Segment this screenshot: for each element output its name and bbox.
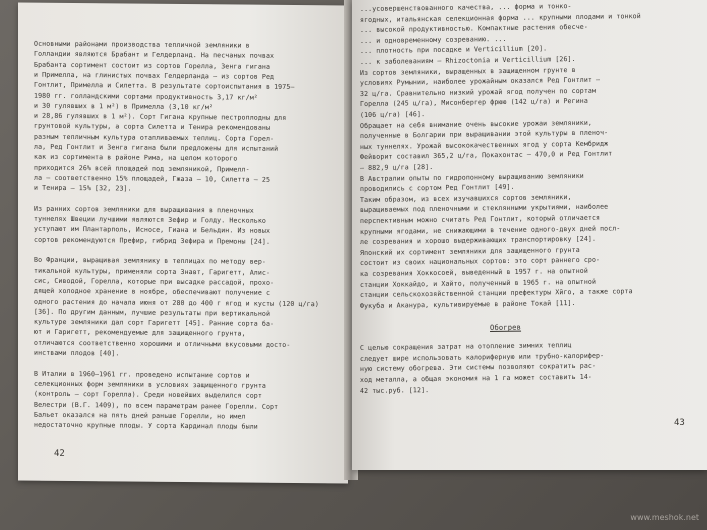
right-page-text-line: ных туннелях. Урожай высококачественных ягод у сорта Кембридж xyxy=(359,139,609,151)
left-page-text-line: 1980 гг. голландскими сортами продуктивность 3,17 кг/м² xyxy=(34,91,258,102)
left-page-text-line: отличаются соответственно хорошими и отличными вкусовыми досто- xyxy=(34,338,291,349)
left-page-text-line: Гонтлит, Примелла и Силетта. В результате сортоиспытания в 1975– xyxy=(34,80,295,92)
left-page-text-line: одного растения до начала июня от 280 до 400 г ягод и кусты (120 ц/га) xyxy=(34,297,319,308)
left-page-text-line: селекционных форм земляники в условиях защищенного грунта xyxy=(34,379,266,390)
right-page-text-line: В Австралии опыты по гидропонному выращиванию земляники xyxy=(359,171,584,183)
left-page-text-line: и 30 гулявших в 1 м²) в Примелла (3,10 кг/м² xyxy=(34,101,214,112)
left-page-text-line: недостаточно крупные плоды. У сорта Кардинал плоды были xyxy=(34,420,258,431)
left-page-text-line: как из сортимента в районе Рима, на целом которого xyxy=(34,152,238,163)
right-page-text-line: Горелла (245 ц/га), Мисонбергер фрюю (142 ц/га) и Регина xyxy=(359,97,588,109)
right-page-text-line: ле созревания и хорошо выдерживающих транспортировку [24]. xyxy=(359,234,597,247)
right-page-text-line: Обращает на себя внимание очень высокие урожаи земляники, xyxy=(359,118,593,130)
left-page-text-line: грунтовой культуры, а сорта Силетта и Тенира рекомендованы xyxy=(34,122,271,133)
left-page-text-line: культуре земляники дал сорт Гаригетт [45]. Ранние сорта ба- xyxy=(34,317,275,328)
right-page-text-line: крупными ягодами, не снижающими в течение одного-двух дней посл- xyxy=(359,223,621,236)
left-page-text-line: Основными районами производства тепличной земляники в xyxy=(34,39,250,50)
left-page-text-line: разным тепличным культура отапливаемых теплиц. Сорта Горел- xyxy=(34,132,275,143)
right-page-text-line: Из сортов земляники, выращенных в защищенном грунте в xyxy=(359,65,576,77)
right-page-text-line: станции сельскохозяйственной станции префектуры Хйго, а также сорта xyxy=(359,287,633,300)
right-page-text-line: 32 ц/га. Сравнительно низкий урожай ягод получен по сортам xyxy=(359,86,597,98)
left-page-text-line: Во Франции, выращивая землянику в теплицах по методу вер- xyxy=(34,255,266,267)
left-page-text-line: уступают им Плантарполь, Исносе, Гиана и Бельдин. Из новых xyxy=(34,225,271,236)
left-page xyxy=(18,3,348,484)
right-page-text-line: ... плотность при посадке и Verticillium [20]. xyxy=(359,44,548,56)
right-page-text-line: состоит из своих национальных сортов: это сорт раннего сро- xyxy=(359,256,601,268)
right-page-text-line: станции Хоккайдо, и Хайто, полученный в 1965 г. на опытной xyxy=(359,277,597,289)
left-page-text-line: сортов рекомендуются Префир, гибрид Зефира и Премоны [24]. xyxy=(34,235,271,246)
left-page-text-line: Из ранних сортов земляники для выращивания в пленочных xyxy=(34,204,254,215)
right-page-text-line: ... высокой продуктивностью. Компактные растения обесче- xyxy=(359,23,588,35)
left-page-text-line: (контроль – сорт Горелла). Среди новейших выделился сорт xyxy=(34,389,262,400)
right-page-text-line: следует шире использовать калориферную или трубно-калорифер- xyxy=(359,351,605,363)
right-page-text-line: Фукуба и Аканура, культивируемые в районе Токай [11]. xyxy=(359,298,576,310)
right-page-text-line: ка созревания Хоккосоей, выведенный в 1957 г. на опытной xyxy=(359,266,588,278)
left-page-text-line: туннелях Швеции лучшими являются Зефир и Голду. Несколько xyxy=(34,214,266,225)
right-page-text-line: 42 тыс.руб. [12]. xyxy=(359,385,430,395)
right-page-text-line: выращиваемых под пленочными и стеклянными укрытиями, наиболее xyxy=(359,202,609,215)
right-page-text-line: ... к заболеваниям – Rhizoctonia и Verticillium [26]. xyxy=(359,54,576,66)
left-page-text-line: ют и Гаригетт, рекомендуемые для защищенного грунта, xyxy=(34,328,246,338)
right-page-text-line: Японский их сортимент земляники для защищенного грунта xyxy=(359,245,580,257)
left-page-text-line: и Примелла, на глинистых почвах Гелдерланда – из сортов Ред xyxy=(34,70,275,81)
watermark: www.meshok.net xyxy=(630,513,699,522)
right-page-text-line: С целью сокращения затрат на отопление зимних теплиц xyxy=(359,341,572,353)
left-page-text-line: и 28,86 гулявших в 1 м²). Сорт Гигана крупные пестроплодны для xyxy=(34,111,287,122)
left-page-text-line: ла, Ред Гонтлит и Зенга гигана были предложены для испытаний xyxy=(34,142,279,153)
right-page-text-line: ход металла, а общая экономия на 1 га может составить 14- xyxy=(359,372,593,384)
left-page-text-line: Брабанта сортимент состоит из сортов Горелла, Зенга гигана xyxy=(34,60,271,71)
right-page-text-line: (106 ц/га) [46]. xyxy=(359,110,426,119)
left-page-text-line: Бальет оказался на пять дней раньше Горелли, но имел xyxy=(34,410,246,421)
right-page-text-line: ягодных, итальянская селекционная форма ... крупными плодами и тонкой xyxy=(359,11,641,24)
left-page-text-line: дящей холодное хранение в ноябре, обеспечивают получение с xyxy=(34,286,271,297)
right-page xyxy=(352,0,707,470)
right-page-text-line: Таким образом, из всех изучавшихся сортов земляники, xyxy=(359,192,572,204)
right-page-text-line: ...усовершенствованного качества, ... форма и тонко- xyxy=(359,2,572,13)
right-page-text-line: ... и одновременному созреванию. ... xyxy=(359,34,507,45)
left-page-number: 42 xyxy=(54,448,65,459)
right-page-text-line: Обогрев xyxy=(489,322,522,332)
left-page-text-line: сис, Сиводой, Горелла, которые при высадке рассадой, прохо- xyxy=(34,276,275,287)
left-page-text-line: тикальной культуры, применяли сорта Знавт, Гаригетт, Алис- xyxy=(34,266,271,277)
left-page-text-line: В Италии в 1960–1961 гг. проведено испытание сортов и xyxy=(34,369,250,380)
left-page-text-line: Велестри (В.Г. 1409), по всем параметрам ранее Горелли. Сорт xyxy=(34,400,279,411)
left-page-text-line: ла – соответственно 15% площадей, Гжаза – 10, Силетта – 25 xyxy=(34,173,271,184)
right-page-number: 43 xyxy=(674,418,685,428)
right-page-text-line: Фейворит составил 365,2 ц/га, Покахонтас – 470,0 и Ред Гонтлит xyxy=(359,149,613,162)
right-page-text-line: – 882,9 ц/га [28]. xyxy=(359,162,434,172)
left-page-text-line: приходится 26% всей площадей под земляникой, Примелл- xyxy=(34,163,250,174)
right-page-text-line: условиях Румынии, наиболее урожайным оказался Ред Гонтлит – xyxy=(359,75,601,88)
left-page-text-line: [36]. По другим данным, лучшие результаты при вертикальной xyxy=(34,307,271,318)
right-page-text-line: ную систему обогрева. Эти системы позволяют сократить рас- xyxy=(359,362,597,374)
left-page-text-line: и Тенира – 15% [32, 23]. xyxy=(34,183,132,193)
left-page-text-line: инствами плодов [40]. xyxy=(34,348,120,358)
left-page-text-line: Голландии являются Брабант и Гелдерланд. На песчаных почвах xyxy=(34,49,275,61)
right-page-text-line: проводились с сортом Ред Гонтлит [49]. xyxy=(359,183,515,194)
right-page-text-line: перспективным можно считать Ред Гонтлит, который отличается xyxy=(359,213,601,225)
right-page-text-line: полученные в Болгарии при выращивании этой культуры в пленоч- xyxy=(359,128,609,141)
